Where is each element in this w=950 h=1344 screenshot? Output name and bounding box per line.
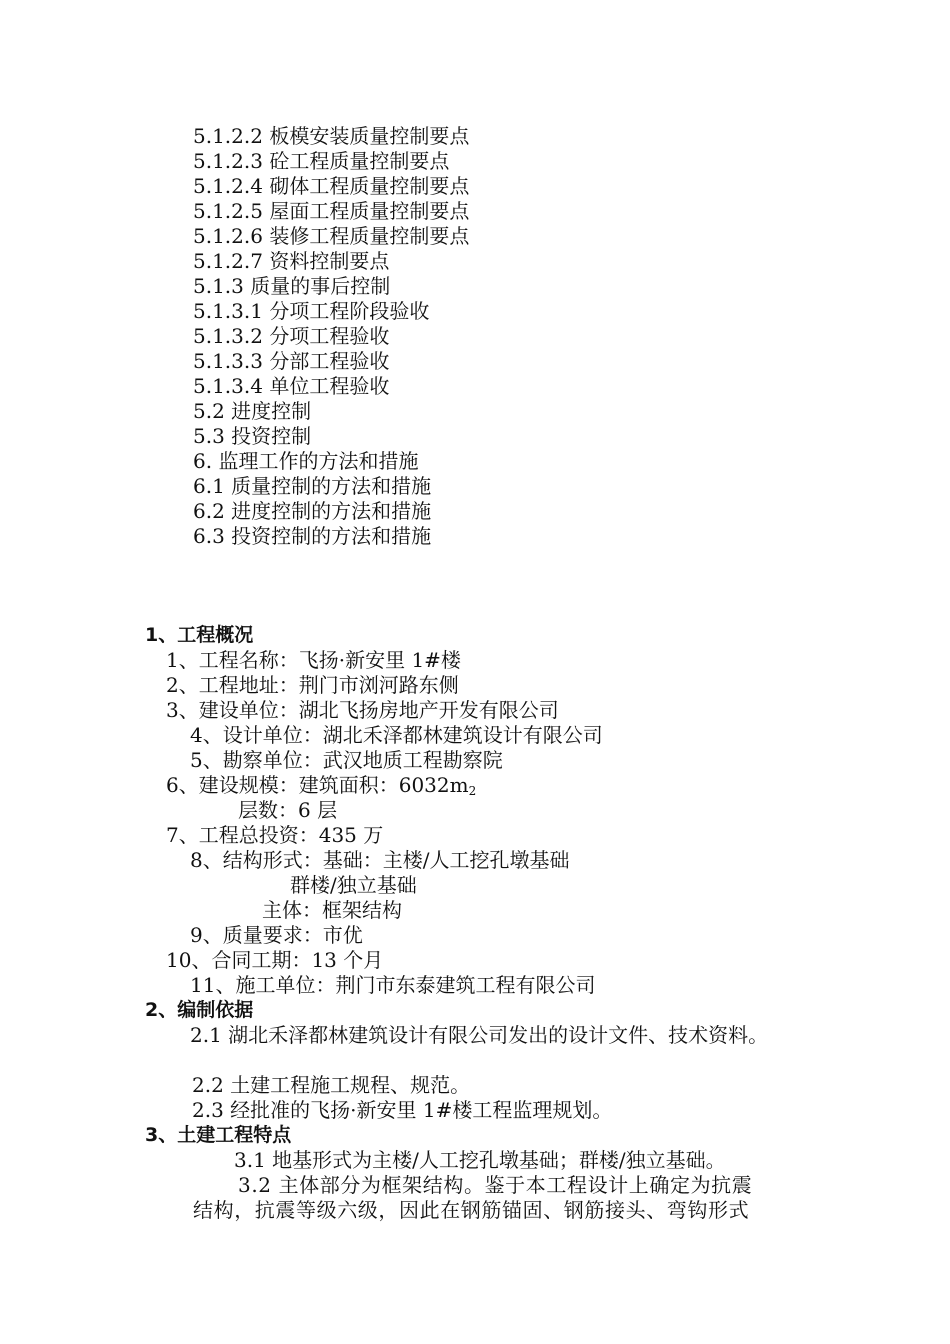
toc-item: 5.1.2.7 资料控制要点 — [193, 249, 390, 273]
feature-paragraph-1: 3.1 地基形式为主楼/人工挖孔墩基础；群楼/独立基础。 — [234, 1148, 726, 1172]
toc-item: 5.2 进度控制 — [193, 399, 312, 423]
project-survey: 5、勘察单位：武汉地质工程勘察院 — [190, 748, 503, 772]
project-name: 1、工程名称：飞扬·新安里 1#楼 — [166, 648, 461, 672]
project-owner: 3、建设单位：湖北飞扬房地产开发有限公司 — [166, 698, 559, 722]
feature-paragraph-2-line-2: 结构，抗震等级六级，因此在钢筋锚固、钢筋接头、弯钩形式 — [193, 1198, 750, 1222]
project-scale-text: 6、建设规模：建筑面积：6032m — [166, 773, 469, 797]
toc-item: 6.1 质量控制的方法和措施 — [193, 474, 432, 498]
project-investment: 7、工程总投资：435 万 — [166, 823, 384, 847]
project-period: 10、合同工期：13 个月 — [166, 948, 384, 972]
toc-item: 5.1.3.2 分项工程验收 — [193, 324, 390, 348]
toc-item: 5.1.3.4 单位工程验收 — [193, 374, 390, 398]
toc-item: 6.2 进度控制的方法和措施 — [193, 499, 432, 523]
toc-item: 6. 监理工作的方法和措施 — [193, 449, 419, 473]
toc-item: 5.3 投资控制 — [193, 424, 312, 448]
toc-item: 5.1.3.1 分项工程阶段验收 — [193, 299, 430, 323]
toc-item: 5.1.2.3 砼工程质量控制要点 — [193, 149, 450, 173]
project-quality: 9、质量要求：市优 — [190, 923, 363, 947]
toc-item: 5.1.3.3 分部工程验收 — [193, 349, 390, 373]
project-structure-main: 主体：框架结构 — [262, 898, 402, 922]
project-contractor: 11、施工单位：荆门市东泰建筑工程有限公司 — [190, 973, 596, 997]
project-structure-podium: 群楼/独立基础 — [290, 873, 417, 897]
toc-item: 6.3 投资控制的方法和措施 — [193, 524, 432, 548]
project-address: 2、工程地址：荆门市浏河路东侧 — [166, 673, 459, 697]
section3-heading: 3、土建工程特点 — [145, 1124, 292, 1146]
project-designer: 4、设计单位：湖北禾泽都林建筑设计有限公司 — [190, 723, 603, 747]
feature-paragraph-2-line-1: 3.2 主体部分为框架结构。鉴于本工程设计上确定为抗震 — [238, 1173, 753, 1197]
basis-paragraph-3: 2.3 经批准的飞扬·新安里 1#楼工程监理规划。 — [192, 1098, 613, 1122]
project-structure: 8、结构形式：基础：主楼/人工挖孔墩基础 — [190, 848, 570, 872]
basis-paragraph-2: 2.2 土建工程施工规程、规范。 — [192, 1073, 471, 1097]
project-floors: 层数：6 层 — [238, 798, 338, 822]
toc-item: 5.1.2.2 板模安装质量控制要点 — [193, 124, 470, 148]
section1-heading: 1、工程概况 — [145, 624, 254, 646]
area-unit-superscript: 2 — [468, 784, 477, 798]
toc-item: 5.1.3 质量的事后控制 — [193, 274, 391, 298]
section2-heading: 2、编制依据 — [145, 999, 254, 1021]
toc-item: 5.1.2.5 屋面工程质量控制要点 — [193, 199, 470, 223]
toc-item: 5.1.2.6 装修工程质量控制要点 — [193, 224, 470, 248]
basis-paragraph-1: 2.1 湖北禾泽都林建筑设计有限公司发出的设计文件、技术资料。 — [190, 1023, 769, 1047]
toc-item: 5.1.2.4 砌体工程质量控制要点 — [193, 174, 470, 198]
